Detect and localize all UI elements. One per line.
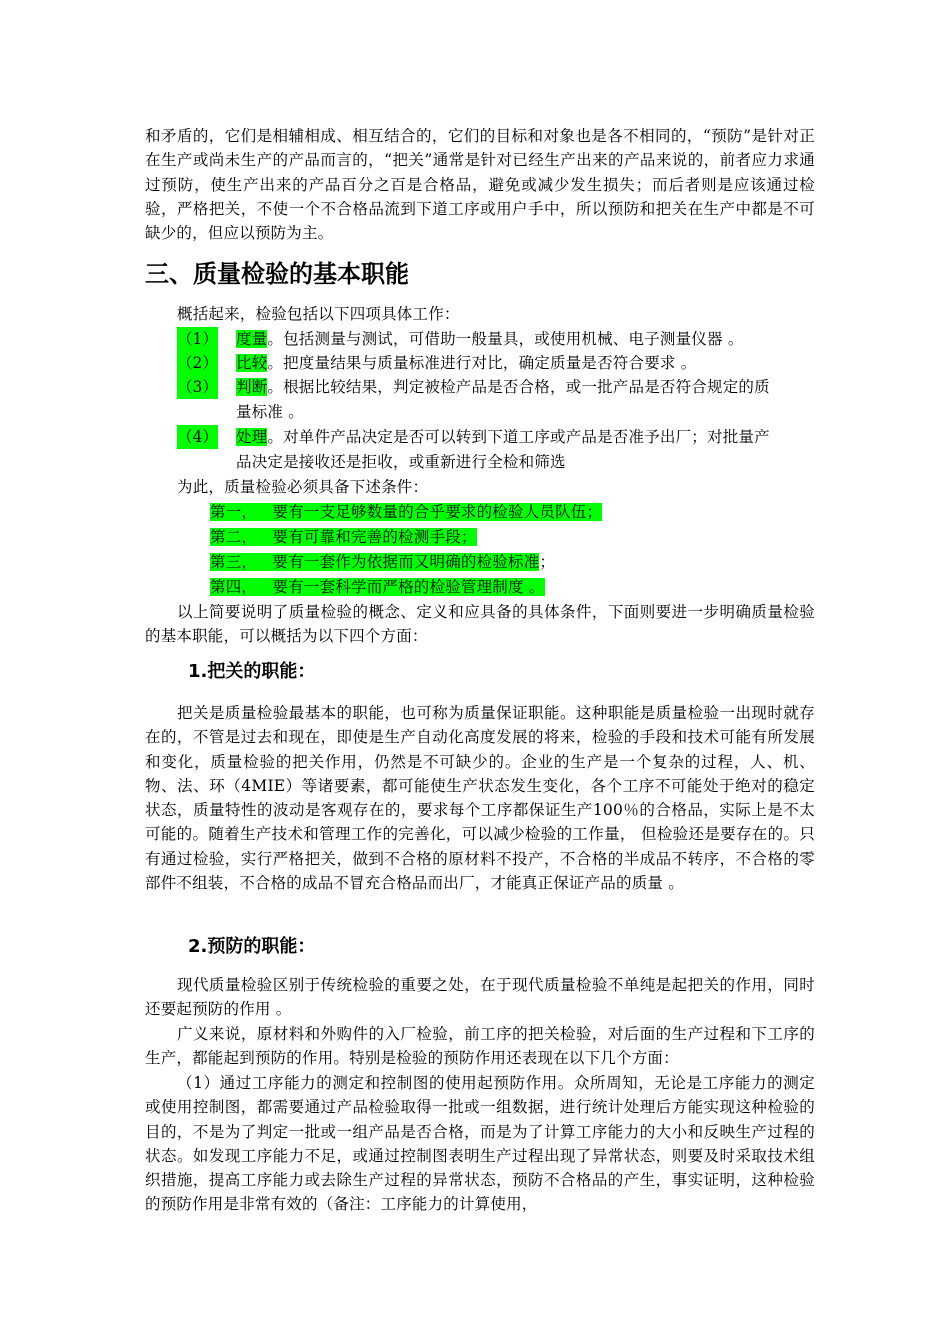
work-item-text: 。对单件产品决定是否可以转到下道工序或产品是否准予出厂；对批量产 [267, 428, 770, 446]
work-item-text: 。把度量结果与质量标准进行对比，确定质量是否符合要求 。 [267, 354, 697, 372]
work-item-number: （3） [177, 375, 218, 399]
work-item [236, 425, 770, 449]
condition-label: 第三， [210, 553, 258, 571]
work-item-number: （4） [177, 425, 218, 449]
work-item-continuation: 品决定是接收还是拒收，或重新进行全检和筛选 [236, 453, 566, 471]
condition-tail: ； [539, 553, 556, 571]
work-item-continuation: 量标准 。 [236, 403, 304, 421]
work-item-text: 。根据比较结果，判定被检产品是否合格，或一批产品是否符合规定的质 [267, 378, 770, 396]
condition-item [210, 575, 545, 599]
work-item-term: 处理 [236, 428, 268, 446]
work-item-number: （2） [177, 351, 218, 375]
condition-text: 要有可靠和完善的检测手段； [272, 528, 477, 546]
work-item [236, 327, 744, 351]
condition-text: 要有一支足够数量的合乎要求的检验人员队伍； [272, 503, 603, 521]
condition-label: 第四， [210, 578, 258, 596]
conditions-intro: 为此，质量检验必须具备下述条件： [177, 478, 429, 496]
work-item-term: 比较 [236, 354, 268, 372]
work-item-term: 判断 [236, 378, 268, 396]
sub2-paragraph-3: （1）通过工序能力的测定和控制图的使用起预防作用。众所周知，无论是工序能力的测定或使用控制图，都需要通过产品检验取得一批或一组数据，进行统计处理后方能实现这种检验的目的，不是为了判定一批或一组产品是否合格，而是为了计算工序能力的大小和反映生产过程的状态。如发现工序能力不足，或通过控制图表明生产过程出现了异常状态，则要及时采取技术组织措施，提高工序能力或去除生产过程的异常状态，预防不合格品的产生，事实证明，这种检验的预防作用是非常有效的（备注：工序能力的计算使用， [145, 1074, 815, 1214]
sub2-paragraph-1: 现代质量检验区别于传统检验的重要之处，在于现代质量检验不单纯是起把关的作用，同时还要起预防的作用 。 [145, 976, 815, 1019]
section-heading: 三、质量检验的基本职能 [145, 260, 409, 288]
condition-item [210, 500, 602, 524]
work-item-number: （1） [177, 327, 218, 351]
summary-line: 概括起来，检验包括以下四项具体工作： [177, 305, 460, 323]
condition-text: 要有一套作为依据而又明确的检验标准 [272, 553, 540, 571]
intro-paragraph: 和矛盾的，它们是相辅相成、相互结合的，它们的目标和对象也是各不相同的，“预防”是针对正在生产或尚未生产的产品而言的，“把关”通常是针对已经生产出来的产品来说的，前者应力求通过预防，使生产出来的产品百分之百是合格品，避免或减少发生损失；而后者则是应该通过检验，严格把关，不使一个不合格品流到下道工序或用户手中，所以预防和把关在生产中都是不可缺少的，但应以预防为主。 [145, 127, 815, 243]
sub2-paragraph-2: 广义来说，原材料和外购件的入厂检验，前工序的把关检验，对后面的生产过程和下工序的生产，都能起到预防的作用。特别是检验的预防作用还表现在以下几个方面： [145, 1025, 815, 1068]
sub1-heading: 1.把关的职能： [188, 661, 316, 682]
condition-item [210, 550, 555, 574]
condition-label: 第二， [210, 528, 258, 546]
sub2-heading: 2.预防的职能： [188, 936, 316, 957]
work-item-text: 。包括测量与测试，可借助一般量具，或使用机械、电子测量仪器 。 [267, 330, 744, 348]
work-item-term: 度量 [236, 330, 268, 348]
sub1-paragraph: 把关是质量检验最基本的职能，也可称为质量保证职能。这种职能是质量检验一出现时就存在的，不管是过去和现在，即使是生产自动化高度发展的将来，检验的手段和技术可能有所发展和变化，质量检验的把关作用，仍然是不可缺少的。企业的生产是一个复杂的过程，人、机、物、法、环（4MIE）等诸要素，都可能使生产状态发生变化，各个工序不可能处于绝对的稳定状态，质量特性的波动是客观存在的，要求每个工序都保证生产100％的合格品，实际上是不太可能的。随着生产技术和管理工作的完善化，可以减少检验的工作量， 但检验还是要存在的。只有通过检验，实行严格把关，做到不合格的原材料不投产，不合格的半成品不转序，不合格的零部件不组装，不合格的成品不冒充合格品而出厂，才能真正保证产品的质量 。 [145, 704, 815, 893]
work-item [236, 375, 770, 399]
condition-item [210, 525, 477, 549]
condition-label: 第一， [210, 503, 258, 521]
condition-text: 要有一套科学而严格的检验管理制度 。 [272, 578, 545, 596]
work-item [236, 351, 696, 375]
bridge-paragraph: 以上简要说明了质量检验的概念、定义和应具备的具体条件，下面则要进一步明确质量检验的基本职能，可以概括为以下四个方面： [145, 603, 815, 646]
